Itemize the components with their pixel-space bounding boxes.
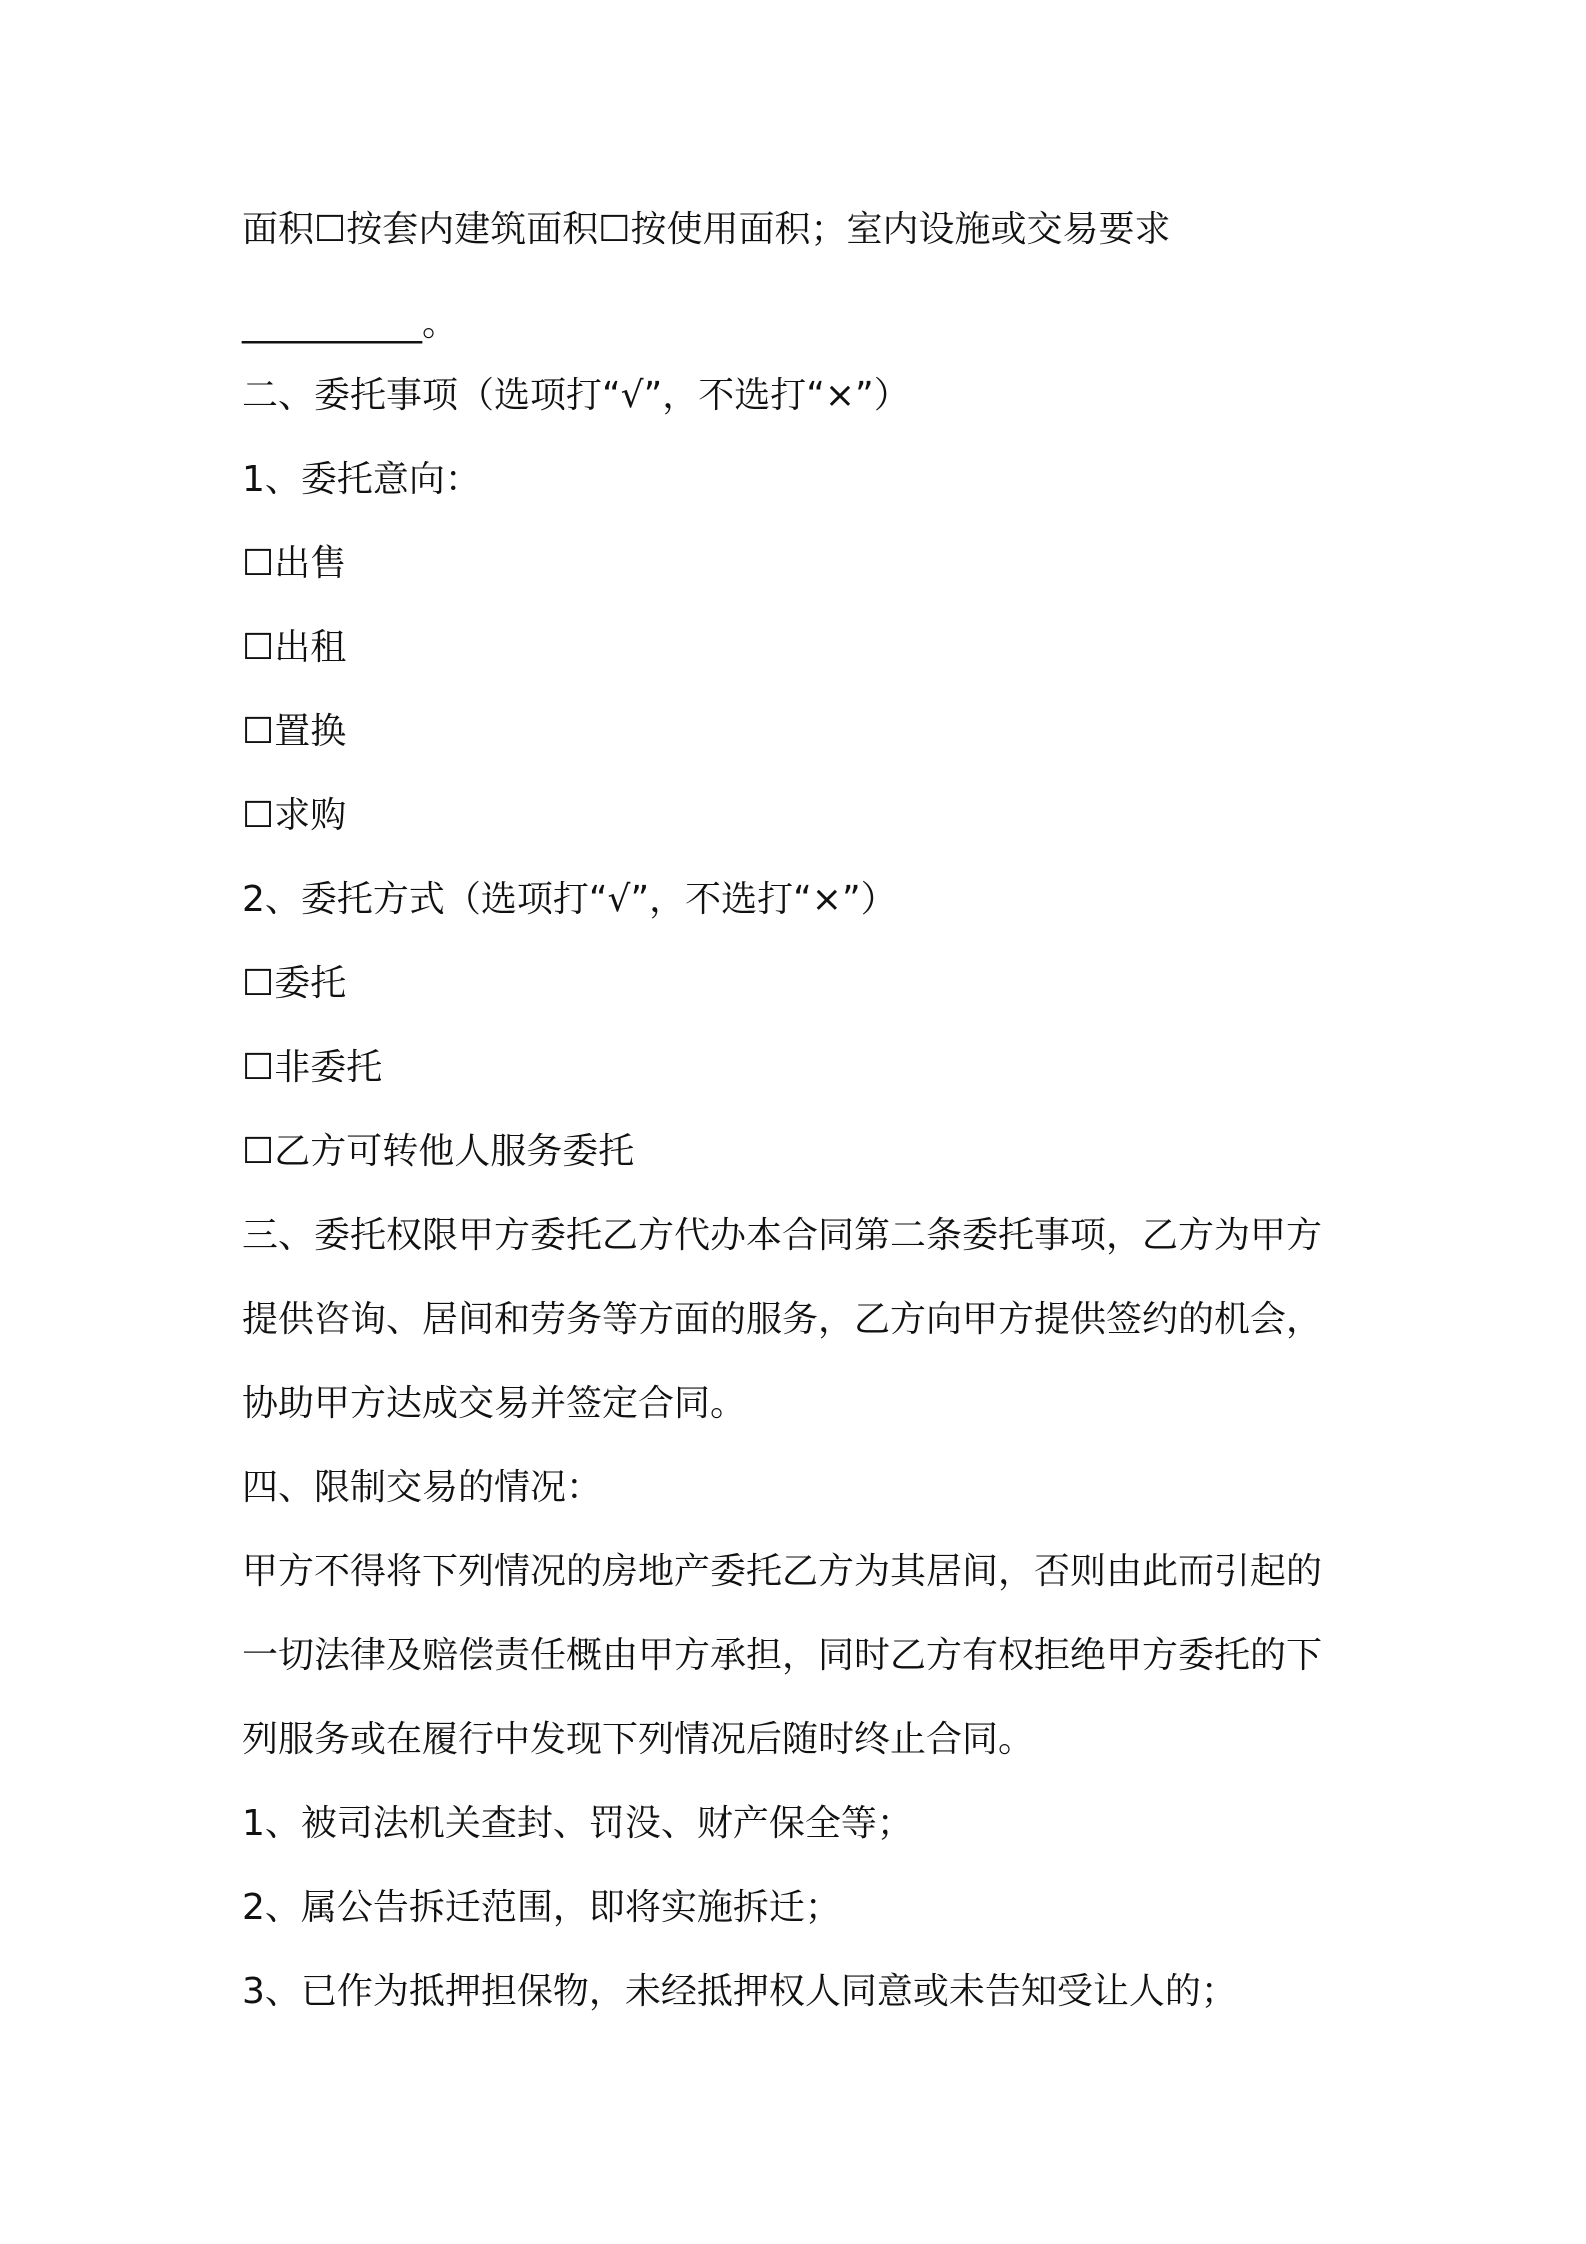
checkbox-option: ☐乙方可转他人服务委托 [242,1131,635,1172]
checkbox-option: ☐求购 [242,795,347,836]
list-item: 3、已作为抵押担保物，未经抵押权人同意或未告知受让人的； [242,1971,1237,2012]
checkbox-option: ☐委托 [242,963,347,1004]
list-item: 1、被司法机关查封、罚没、财产保全等； [242,1803,913,1844]
section-heading: 二、委托事项（选项打“√”，不选打“×”） [242,375,910,416]
text-line: 一切法律及赔偿责任概由甲方承担，同时乙方有权拒绝甲方委托的下 [242,1635,1323,1676]
text-line: 2、委托方式（选项打“√”，不选打“×”） [242,879,897,920]
checkbox-option: ☐非委托 [242,1047,383,1088]
text-line: 提供咨询、居间和劳务等方面的服务，乙方向甲方提供签约的机会， [242,1299,1323,1340]
text-line: 协助甲方达成交易并签定合同。 [242,1383,747,1424]
text-line: 1、委托意向： [242,459,481,500]
text-line: 面积☐按套内建筑面积☐按使用面积；室内设施或交易要求 [242,209,1171,250]
text-line: __________。 [242,303,459,344]
section-heading: 四、限制交易的情况： [242,1467,603,1508]
checkbox-option: ☐出租 [242,627,347,668]
text-line: 甲方不得将下列情况的房地产委托乙方为其居间，否则由此而引起的 [242,1551,1323,1592]
checkbox-option: ☐出售 [242,543,347,584]
checkbox-option: ☐置换 [242,711,347,752]
section-heading: 三、委托权限甲方委托乙方代办本合同第二条委托事项，乙方为甲方 [242,1215,1323,1256]
list-item: 2、属公告拆迁范围，即将实施拆迁； [242,1887,841,1928]
text-line: 列服务或在履行中发现下列情况后随时终止合同。 [242,1719,1035,1760]
